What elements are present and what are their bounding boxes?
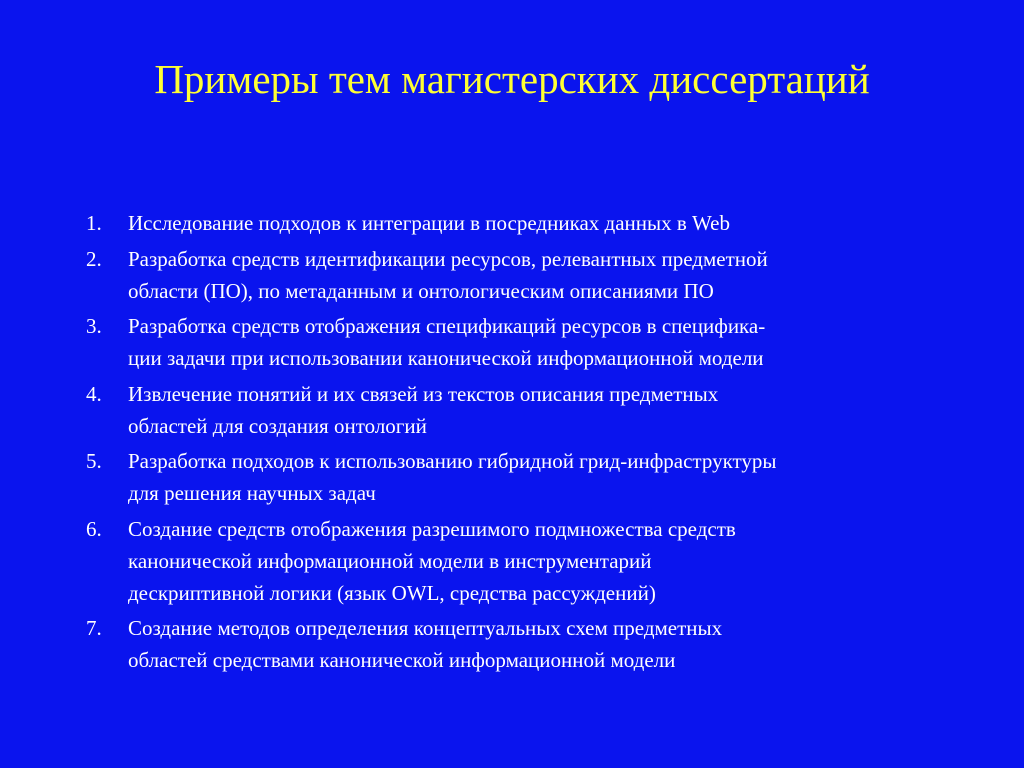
list-item — [86, 378, 946, 442]
list-item-number: 5. — [86, 449, 102, 473]
list-item-text: Создание средств отображения разрешимого подмножества средств канонической информационной модели в инструментарий дескриптивной логики (язык OWL, средства рассуждений) — [128, 516, 736, 605]
list-item — [86, 243, 946, 307]
list-item — [86, 513, 946, 609]
list-item — [86, 207, 946, 239]
thesis-topic-list — [86, 207, 946, 680]
list-item-text: Разработка средств отображения спецификаций ресурсов в специфика- ции задачи при использовании канонической информационной модели — [128, 314, 766, 370]
list-item-number: 2. — [86, 246, 102, 271]
list-item — [86, 310, 946, 374]
list-item-text: Создание методов определения концептуальных схем предметных областей средствами канонической информационной модели — [128, 616, 723, 672]
list-item-text: Разработка средств идентификации ресурсов, релевантных предметной области (ПО), по метаданным и онтологическим описаниями ПО — [128, 246, 768, 303]
list-item — [86, 445, 946, 509]
list-item-number: 4. — [86, 381, 102, 406]
slide-title: Примеры тем магистерских диссертаций — [154, 56, 870, 102]
list-item-number: 1. — [86, 211, 102, 235]
list-item-text: Разработка подходов к использованию гибридной грид-инфраструктуры для решения научных задач — [128, 449, 777, 505]
list-item-text: Исследование подходов к интеграции в посредниках данных в Web — [128, 211, 730, 235]
list-item — [86, 612, 946, 676]
list-item-number: 3. — [86, 314, 102, 338]
list-item-number: 7. — [86, 616, 102, 640]
list-item-number: 6. — [86, 516, 102, 541]
list-item-text: Извлечение понятий и их связей из текстов описания предметных областей для создания онтологий — [128, 381, 719, 438]
